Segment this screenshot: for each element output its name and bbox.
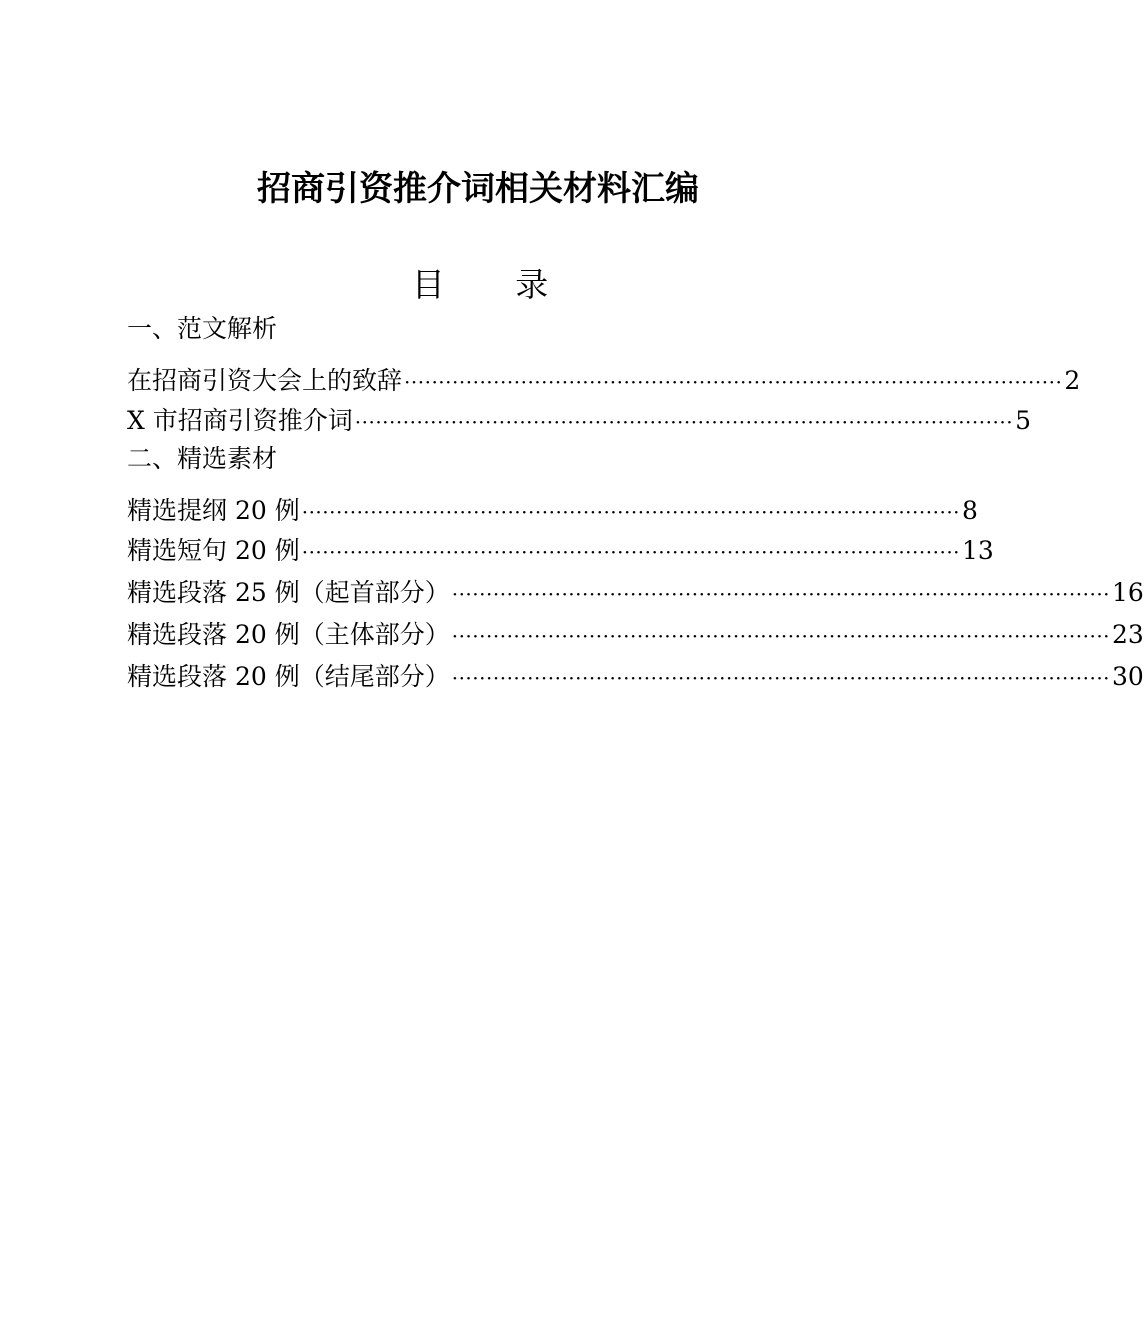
dot-leader: ································································································ — [451, 624, 1111, 648]
section-heading: 二、精选素材 — [127, 444, 278, 473]
dot-leader: ································································································ — [451, 666, 1111, 690]
toc-entry-label: X 市招商引资推介词 — [127, 406, 353, 435]
dot-leader: ································································································ — [451, 582, 1111, 606]
toc-entry[interactable] — [127, 534, 994, 569]
toc-entry-page: 30 — [1112, 662, 1144, 691]
toc-entry-page: 2 — [1064, 366, 1081, 395]
toc-heading: 目 录 — [411, 265, 579, 304]
toc-entry-page: 8 — [962, 496, 978, 525]
document-title: 招商引资推介词相关材料汇编 — [257, 169, 699, 209]
toc-entry-page: 5 — [1015, 406, 1031, 435]
toc-entry[interactable] — [127, 494, 978, 529]
toc-entry-page: 16 — [1112, 578, 1144, 607]
toc-entry[interactable] — [127, 660, 1144, 695]
toc-entry-label: 精选提纲 20 例 — [127, 496, 300, 525]
dot-leader: ································································································ — [354, 410, 1014, 434]
dot-leader: ································································································ — [301, 540, 961, 564]
dot-leader: ································································································ — [404, 370, 1063, 394]
toc-entry-page: 23 — [1112, 620, 1144, 649]
toc-entry-label: 在招商引资大会上的致辞 — [127, 366, 403, 395]
toc-entry[interactable] — [127, 576, 1144, 611]
section-heading: 一、范文解析 — [127, 314, 278, 343]
toc-entry-label: 精选段落 25 例（起首部分） — [127, 578, 450, 607]
toc-entry[interactable] — [127, 404, 1031, 439]
toc-entry-page: 13 — [962, 536, 994, 565]
toc-entry-label: 精选段落 20 例（结尾部分） — [127, 662, 450, 691]
toc-entry-label: 精选段落 20 例（主体部分） — [127, 620, 450, 649]
toc-entry-label: 精选短句 20 例 — [127, 536, 300, 565]
toc-entry[interactable] — [127, 618, 1144, 653]
toc-entry[interactable] — [127, 364, 1081, 399]
dot-leader: ································································································ — [301, 500, 961, 524]
